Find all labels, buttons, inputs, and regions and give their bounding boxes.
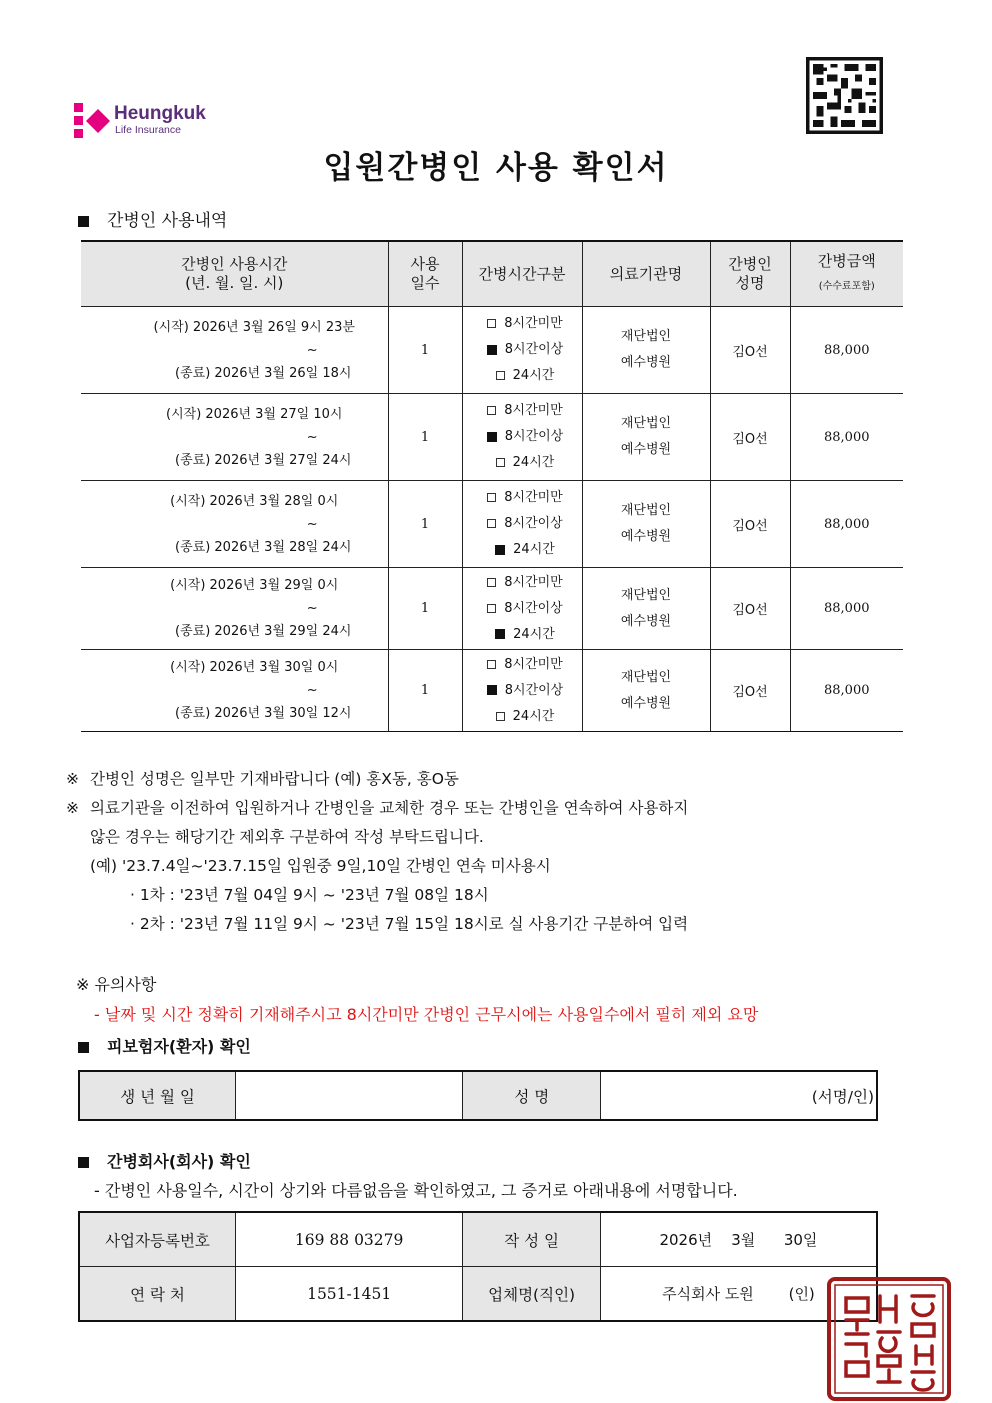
time-option-label: 8시간이상 <box>504 429 564 444</box>
caregiver-name-cell: 김O선 <box>710 650 790 732</box>
time-option[interactable] <box>469 596 582 622</box>
period-tilde: ~ <box>306 342 318 358</box>
usage-table <box>81 240 903 732</box>
hospital-cell <box>582 394 710 481</box>
period-cell <box>81 568 388 650</box>
hospital-line2: 예수병원 <box>620 695 672 711</box>
type-cell <box>462 307 582 394</box>
period-cell <box>81 650 388 732</box>
caution-title: ※ 유의사항 <box>76 975 157 994</box>
checkbox-icon[interactable] <box>487 406 496 415</box>
table-row <box>81 650 903 732</box>
seal-mark: (인) <box>788 1285 815 1303</box>
table-row <box>81 481 903 568</box>
hospital-line1: 재단법인 <box>620 669 672 685</box>
col-days <box>388 241 462 307</box>
time-option[interactable] <box>469 678 582 704</box>
time-option[interactable] <box>469 424 582 450</box>
notes-block <box>66 765 688 939</box>
time-option-label: 24시간 <box>513 542 555 557</box>
col-amount <box>790 241 903 307</box>
date-value: 2026년 3월 30일 <box>600 1212 877 1267</box>
period-tilde: ~ <box>306 516 318 532</box>
insured-table <box>78 1070 878 1121</box>
checkbox-icon[interactable] <box>496 712 505 721</box>
time-option-label: 8시간미만 <box>504 574 563 590</box>
hospital-line1: 재단법인 <box>620 416 672 431</box>
checkbox-icon[interactable] <box>487 493 496 502</box>
checkbox-icon[interactable] <box>496 458 505 467</box>
caregiver-name-cell: 김O선 <box>710 481 790 568</box>
time-option[interactable] <box>469 704 582 730</box>
contact-value: 1551-1451 <box>235 1267 462 1322</box>
section-usage-label <box>78 206 227 231</box>
signature-hint: (서명/인) <box>811 1087 874 1106</box>
col-caregiver-line2: 성명 <box>735 274 765 292</box>
hospital-cell <box>582 481 710 568</box>
square-bullet-icon <box>78 216 89 227</box>
time-option-label: 24시간 <box>512 708 555 724</box>
col-period-line2: (년. 월. 일. 시) <box>185 274 284 292</box>
contact-label: 연 락 처 <box>79 1267 235 1322</box>
col-caregiver <box>710 241 790 307</box>
col-amount-label: 간병금액 <box>817 252 876 270</box>
hospital-line1: 재단법인 <box>620 587 672 603</box>
checkbox-icon[interactable] <box>496 371 505 380</box>
time-option-label: 8시간이상 <box>504 516 563 531</box>
col-type: 간병시간구분 <box>462 241 582 307</box>
period-start: (시작) 2026년 3월 30일 0시 <box>170 660 339 675</box>
days-cell: 1 <box>388 650 462 732</box>
checked-box-icon[interactable] <box>495 629 505 639</box>
date-label: 작 성 일 <box>463 1212 601 1267</box>
time-option[interactable] <box>469 398 582 424</box>
caution-text: - 날짜 및 시간 정확히 기재해주시고 8시간미만 간병인 근무시에는 사용일수에서 필히 제외 요망 <box>94 1005 759 1024</box>
period-start: (시작) 2026년 3월 28일 0시 <box>170 493 339 509</box>
checked-box-icon[interactable] <box>495 545 505 555</box>
checked-box-icon[interactable] <box>487 685 497 695</box>
time-option[interactable] <box>469 511 582 537</box>
logo-name: Heungkuk <box>114 103 206 124</box>
note-line-1: 간병인 성명은 일부만 기재바랍니다 (예) 홍X동, 홍O동 <box>90 770 459 788</box>
col-hospital: 의료기관명 <box>582 241 710 307</box>
hospital-line2: 예수병원 <box>620 529 672 544</box>
period-start: (시작) 2026년 3월 26일 9시 23분 <box>153 319 355 335</box>
hospital-line2: 예수병원 <box>620 355 672 370</box>
checkbox-icon[interactable] <box>487 578 496 587</box>
time-option-label: 8시간이상 <box>504 342 564 357</box>
period-tilde: ~ <box>306 429 318 445</box>
section-company-label <box>78 1149 251 1172</box>
col-amount-note: (수수료포함) <box>818 281 875 292</box>
company-logo <box>74 101 244 141</box>
col-period <box>81 241 388 307</box>
table-row <box>81 568 903 650</box>
checked-box-icon[interactable] <box>487 432 497 442</box>
days-cell: 1 <box>388 568 462 650</box>
time-option-label: 24시간 <box>512 368 555 383</box>
logo-subtitle: Life Insurance <box>115 124 181 136</box>
hospital-line2: 예수병원 <box>620 442 672 457</box>
days-cell: 1 <box>388 394 462 481</box>
type-cell <box>462 481 582 568</box>
period-end: (종료) 2026년 3월 29일 24시 <box>175 624 352 639</box>
hospital-line2: 예수병원 <box>620 613 672 629</box>
company-statement: - 간병인 사용일수, 시간이 상기와 다름없음을 확인하였고, 그 증거로 아래내용에 서명합니다. <box>94 1181 738 1200</box>
checkbox-icon[interactable] <box>487 319 496 328</box>
dob-label: 생 년 월 일 <box>79 1071 236 1120</box>
section-company-text: 간병회사(회사) 확인 <box>107 1152 251 1171</box>
amount-cell: 88,000 <box>790 481 903 568</box>
hospital-line1: 재단법인 <box>620 503 672 518</box>
caregiver-name-cell: 김O선 <box>710 394 790 481</box>
time-option[interactable] <box>469 485 582 511</box>
period-start: (시작) 2026년 3월 29일 0시 <box>170 578 339 593</box>
checkbox-icon[interactable] <box>487 519 496 528</box>
time-option[interactable] <box>469 363 582 389</box>
time-option[interactable] <box>469 622 582 648</box>
time-option-label: 24시간 <box>512 455 555 470</box>
col-days-line1: 사용 <box>410 255 440 273</box>
time-option[interactable] <box>469 652 582 678</box>
qr-code-icon <box>806 57 883 134</box>
time-option-label: 24시간 <box>513 626 555 642</box>
reg-number-value: 169 88 03279 <box>235 1212 462 1267</box>
amount-cell: 88,000 <box>790 307 903 394</box>
period-end: (종료) 2026년 3월 28일 24시 <box>175 539 352 555</box>
period-end: (종료) 2026년 3월 27일 24시 <box>175 452 352 468</box>
col-caregiver-line1: 간병인 <box>728 255 772 273</box>
checkbox-icon[interactable] <box>487 660 496 669</box>
insured-name-label: 성 명 <box>463 1071 601 1120</box>
caregiver-name-cell: 김O선 <box>710 307 790 394</box>
type-cell <box>462 650 582 732</box>
hospital-cell <box>582 568 710 650</box>
hospital-line1: 재단법인 <box>620 329 672 344</box>
note-mark: ※ <box>66 770 79 788</box>
time-option-label: 8시간미만 <box>504 490 563 505</box>
time-option[interactable] <box>469 450 582 476</box>
checkbox-icon[interactable] <box>487 604 496 613</box>
reg-number-label: 사업자등록번호 <box>79 1212 235 1267</box>
period-cell <box>81 394 388 481</box>
time-option-label: 8시간이상 <box>504 600 563 616</box>
checked-box-icon[interactable] <box>487 345 497 355</box>
amount-cell: 88,000 <box>790 394 903 481</box>
days-cell: 1 <box>388 307 462 394</box>
note-mark: ※ <box>66 799 79 817</box>
type-cell <box>462 568 582 650</box>
page-title: 입원간병인 사용 확인서 <box>323 150 669 186</box>
time-option[interactable] <box>469 537 582 563</box>
period-end: (종료) 2026년 3월 30일 12시 <box>175 706 352 721</box>
time-option-label: 8시간미만 <box>504 403 563 418</box>
time-option-label: 8시간이상 <box>504 682 564 698</box>
section-usage-text: 간병인 사용내역 <box>107 211 228 231</box>
dob-field[interactable] <box>236 1071 463 1120</box>
period-start: (시작) 2026년 3월 27일 10시 <box>166 406 343 422</box>
section-insured-label <box>78 1034 251 1057</box>
days-cell: 1 <box>388 481 462 568</box>
square-bullet-icon <box>78 1157 89 1168</box>
company-seal-stamp-icon <box>826 1276 952 1402</box>
amount-cell: 88,000 <box>790 650 903 732</box>
hospital-cell <box>582 307 710 394</box>
note-line-4: (예) '23.7.4일~'23.7.15일 입원중 9일,10일 간병인 연속 미사용시 <box>90 857 551 875</box>
period-cell <box>81 481 388 568</box>
company-name-label: 업체명(직인) <box>463 1267 601 1322</box>
table-row <box>81 307 903 394</box>
time-option[interactable] <box>469 570 582 596</box>
col-days-line2: 일수 <box>410 274 440 292</box>
amount-cell: 88,000 <box>790 568 903 650</box>
period-tilde: ~ <box>306 683 318 698</box>
note-line-2: 의료기관을 이전하여 입원하거나 간병인을 교체한 경우 또는 간병인을 연속하여 사용하지 <box>90 799 689 817</box>
time-option-label: 8시간미만 <box>504 656 563 672</box>
hospital-cell <box>582 650 710 732</box>
time-option[interactable] <box>469 311 582 337</box>
note-line-6: · 2차 : '23년 7월 11일 9시 ~ '23년 7월 15일 18시로 실 사용기간 구분하여 입력 <box>130 915 689 933</box>
period-end: (종료) 2026년 3월 26일 18시 <box>175 365 352 381</box>
caregiver-name-cell: 김O선 <box>710 568 790 650</box>
note-line-3: 않은 경우는 해당기간 제외후 구분하여 작성 부탁드립니다. <box>90 828 484 846</box>
type-cell <box>462 394 582 481</box>
table-header-row <box>81 241 903 307</box>
company-table <box>78 1211 878 1322</box>
square-bullet-icon <box>78 1042 89 1053</box>
section-insured-text: 피보험자(환자) 확인 <box>107 1037 251 1056</box>
logo-mark-icon <box>74 103 110 139</box>
time-option-label: 8시간미만 <box>504 316 563 331</box>
col-period-line1: 간병인 사용시간 <box>181 255 288 273</box>
table-row <box>81 394 903 481</box>
insured-signature-field[interactable] <box>601 1071 877 1120</box>
period-tilde: ~ <box>306 601 318 616</box>
time-option[interactable] <box>469 337 582 363</box>
period-cell <box>81 307 388 394</box>
company-name-text: 주식회사 도원 <box>662 1285 754 1303</box>
note-line-5: · 1차 : '23년 7월 04일 9시 ~ '23년 7월 08일 18시 <box>130 886 489 904</box>
